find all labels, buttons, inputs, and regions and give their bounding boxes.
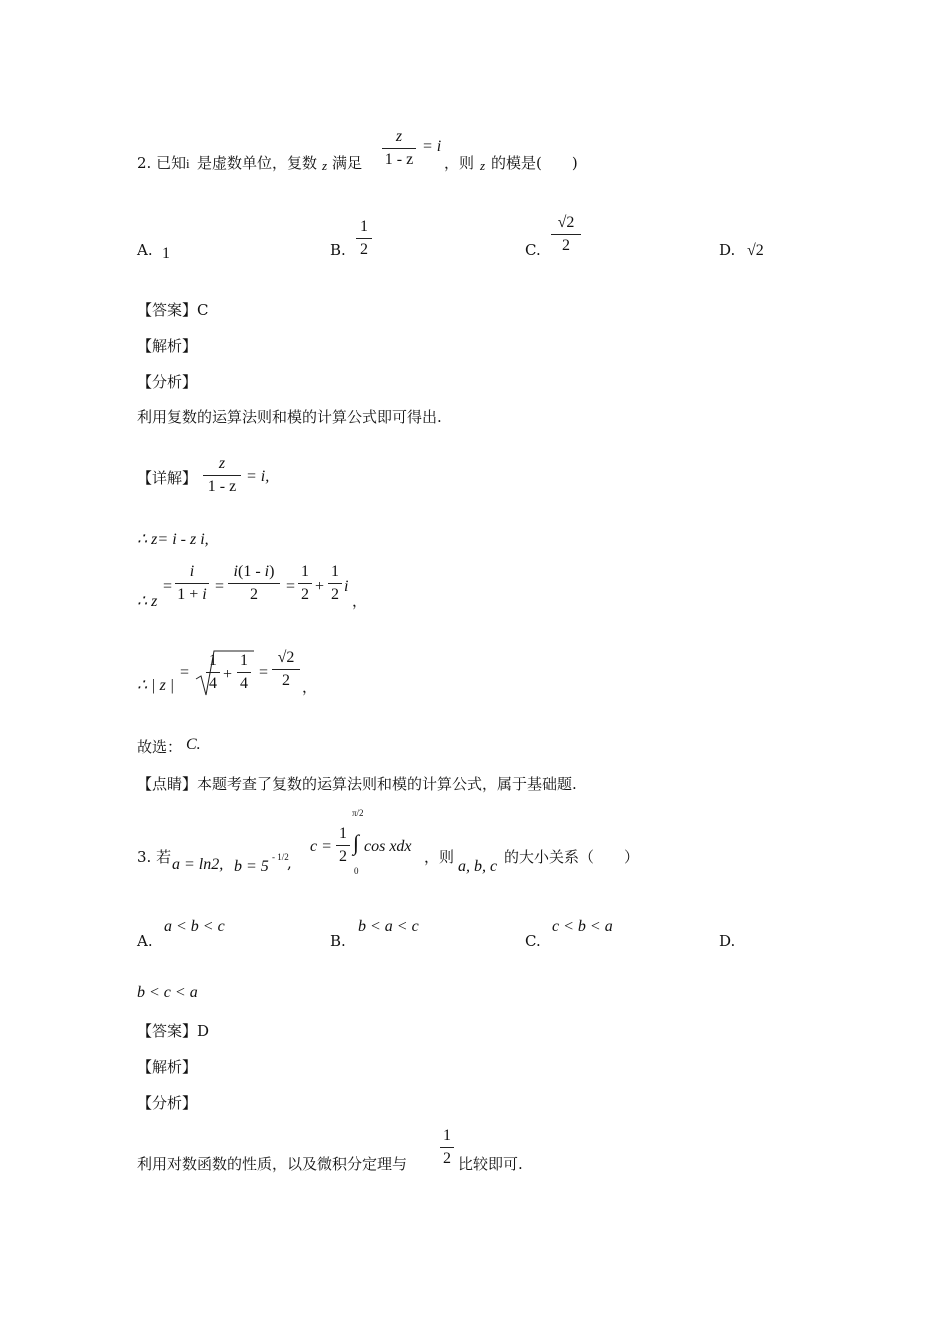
q2-step3-lhs: ∴ z [137,593,158,610]
q2-answer: 【答案】C [137,301,209,319]
q2-step4-eq2: = [259,664,269,681]
q3-c-fraction: 1 2 [336,825,350,866]
q3-option-a-value: a < b < c [164,918,225,935]
q3-option-c-letter: C. [525,932,541,950]
q3-jiexi-heading: 【解析】 [137,1058,198,1076]
q2-step4-frac1: 1 4 [206,652,220,693]
q2-condition-rhs: = i [422,138,442,155]
q3-prefix: 3. 若 [137,848,172,866]
q3-option-b-letter: B. [330,932,346,950]
q3-option-d-letter: D. [719,932,736,950]
q2-option-b-fraction: 1 2 [356,218,372,259]
q2-option-d-value: √2 [747,242,764,259]
q2-option-c-letter: C. [525,241,541,259]
q3-b-def: b = 5 [234,858,269,875]
q3-a-def: a = ln2, [172,856,224,873]
q2-step3-eq2: = [215,578,225,595]
q2-guxuan-value: C. [186,736,201,753]
q2-step4-plus: + [223,666,233,683]
q2-step3-i: i [344,578,349,595]
q3-b-exponent: - 1/2 [272,852,289,862]
q2-mid2: 满足 [332,154,363,172]
q2-step3-frac2: i(1 - i) 2 [228,563,280,604]
q2-step3-comma: ， [352,592,368,610]
q2-jiexi-heading: 【解析】 [137,337,198,355]
q2-step4-frac2: 1 4 [237,652,251,693]
q2-step4-frac3: √2 2 [272,649,300,690]
q3-mid: ，则 [424,848,455,866]
q2-xiangjie-heading: 【详解】 [137,469,198,487]
q3-integral-lower: 0 [354,866,359,876]
q3-option-a-letter: A. [137,932,153,950]
q2-step3-frac3: 1 2 [298,563,312,604]
q3-b-comma: , [287,854,292,872]
q3-integral-upper: π/2 [352,808,364,818]
q2-option-c-fraction: √2 2 [551,214,581,255]
q3-answer: 【答案】D [137,1022,210,1040]
q3-option-c-value: c < b < a [552,918,613,935]
q2-option-d-letter: D. [719,241,736,259]
q2-fenxi-heading: 【分析】 [137,373,198,391]
q3-analysis-fraction: 1 2 [440,1127,454,1168]
q3-vars: a, b, c [458,858,498,875]
q2-step2: ∴ z= i - z i, [137,531,209,548]
q3-integrand: cos xdx [364,838,412,855]
q3-option-b-value: b < a < c [358,918,419,935]
q2-analysis-text: 利用复数的运算法则和模的计算公式即可得出. [137,408,442,426]
q2-dianjing: 【点睛】本题考查了复数的运算法则和模的计算公式，属于基础题. [137,775,577,793]
q2-step4-eq1: = [180,664,190,681]
q2-z-symbol-2: z [480,158,486,173]
q2-prefix: 2. 已知 [137,154,187,172]
q2-step3-frac1: i 1 + i [175,563,209,604]
q2-condition-fraction: z 1 - z [382,128,416,169]
q2-step3-eq3: = [286,578,296,595]
q2-option-a-letter: A. [137,241,153,259]
q2-option-a-value: 1 [162,245,170,262]
q3-suffix: 的大小关系（ ） [504,848,640,866]
q2-step3-eq1: = [163,578,173,595]
q3-analysis-pre: 利用对数函数的性质，以及微积分定理与 [137,1155,408,1173]
q2-suffix: 的模是( ) [491,154,578,172]
q3-integral-sign: ∫ [353,830,360,855]
q2-i-symbol: i [186,156,190,171]
q2-step1-fraction: z 1 - z [203,455,241,496]
q3-option-d-value: b < c < a [137,984,198,1001]
q2-step3-plus: + [315,578,325,595]
q3-c-def: c = [310,838,332,855]
q2-guxuan: 故选： [137,738,183,756]
q3-fenxi-heading: 【分析】 [137,1094,198,1112]
q2-step3-frac4: 1 2 [328,563,342,604]
q2-mid3: ，则 [444,154,475,172]
q2-step4-lhs: ∴ | z | [137,677,175,694]
q2-option-b-letter: B. [330,241,346,259]
q2-step1-tail: = i, [246,468,270,485]
q2-z-symbol: z [322,158,328,173]
q3-analysis-post: 比较即可. [458,1155,523,1173]
q2-step4-comma: ， [302,678,318,696]
q2-mid1: 是虚数单位，复数 [197,154,318,172]
